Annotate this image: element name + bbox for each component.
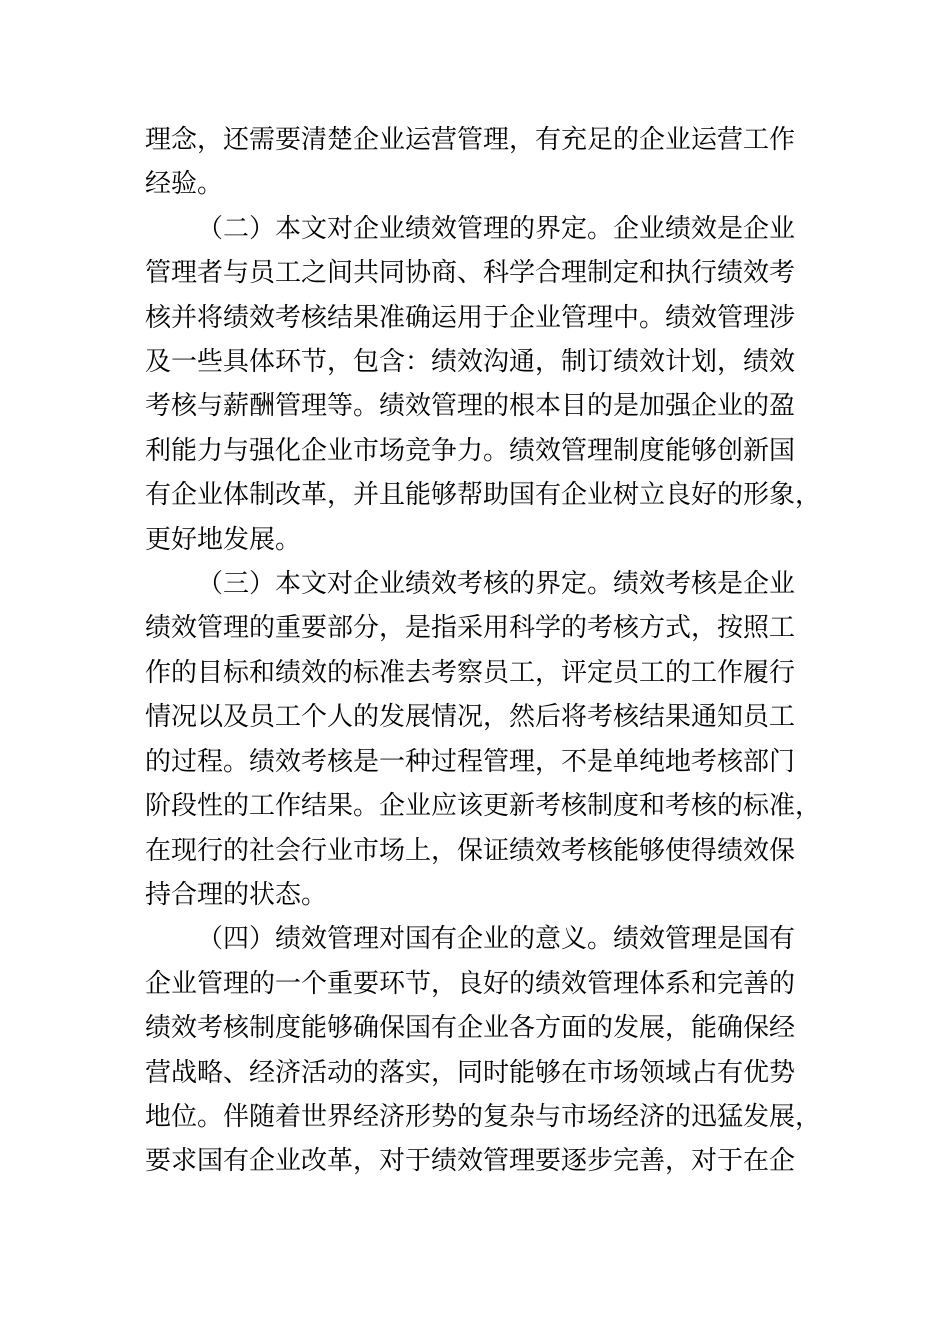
text-line: （二）本文对企业绩效管理的界定。企业绩效是企业 <box>197 213 796 244</box>
text-line: 在现行的社会行业市场上，保证绩效考核能够使得绩效保 <box>145 835 796 866</box>
text-line: 经验。 <box>145 169 224 200</box>
text-line: （四）绩效管理对国有企业的意义。绩效管理是国有 <box>197 924 796 955</box>
text-line: 绩效考核制度能够确保国有企业各方面的发展，能确保经 <box>145 1013 796 1044</box>
text-line: 更好地发展。 <box>145 524 302 555</box>
text-line: 情况以及员工个人的发展情况，然后将考核结果通知员工 <box>145 702 796 733</box>
text-line: 有企业体制改革，并且能够帮助国有企业树立良好的形象， <box>145 480 822 511</box>
text-line: 核并将绩效考核结果准确运用于企业管理中。绩效管理涉 <box>145 302 796 333</box>
text-line: 利能力与强化企业市场竞争力。绩效管理制度能够创新国 <box>145 435 796 466</box>
text-line: 及一些具体环节，包含：绩效沟通，制订绩效计划，绩效 <box>145 347 796 378</box>
text-line: 持合理的状态。 <box>145 879 328 910</box>
text-line: 企业管理的一个重要环节，良好的绩效管理体系和完善的 <box>145 968 796 999</box>
text-line: （三）本文对企业绩效考核的界定。绩效考核是企业 <box>197 569 796 600</box>
paragraph-3 <box>145 562 822 917</box>
document-body <box>145 118 822 1184</box>
text-line: 考核与薪酬管理等。绩效管理的根本目的是加强企业的盈 <box>145 391 796 422</box>
text-line: 地位。伴随着世界经济形势的复杂与市场经济的迅猛发展， <box>145 1101 822 1132</box>
text-line: 绩效管理的重要部分，是指采用科学的考核方式，按照工 <box>145 613 796 644</box>
text-line: 阶段性的工作结果。企业应该更新考核制度和考核的标准， <box>145 791 822 822</box>
paragraph-4 <box>145 917 822 1183</box>
text-line: 管理者与员工之间共同协商、科学合理制定和执行绩效考 <box>145 258 796 289</box>
text-line: 要求国有企业改革，对于绩效管理要逐步完善，对于在企 <box>145 1146 796 1177</box>
text-line: 作的目标和绩效的标准去考察员工，评定员工的工作履行 <box>145 657 796 688</box>
text-line: 营战略、经济活动的落实，同时能够在市场领域占有优势 <box>145 1057 796 1088</box>
text-line: 理念，还需要清楚企业运营管理，有充足的企业运营工作 <box>145 125 796 155</box>
paragraph-1 <box>145 118 810 207</box>
paragraph-2 <box>145 207 822 562</box>
text-line: 的过程。绩效考核是一种过程管理，不是单纯地考核部门 <box>145 746 796 777</box>
